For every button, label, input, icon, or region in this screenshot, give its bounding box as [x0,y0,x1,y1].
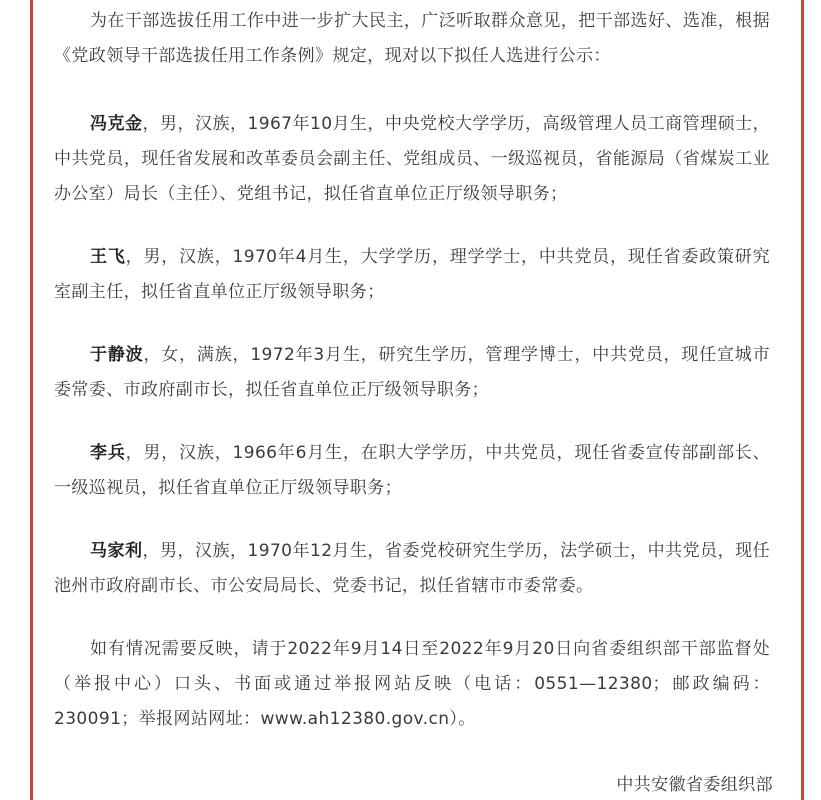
contact-paragraph: 如有情况需要反映，请于2022年9月14日至2022年9月20日向省委组织部干部监督处（举报中心）口头、书面或通过举报网站反映（电话：0551—12380；邮政编码：230091；举报网站网址：www.ah12380.gov.cn）。 [54,639,770,729]
candidate-name: 王飞 [90,247,126,267]
candidate-paragraph [54,240,770,310]
intro-paragraph: 为在干部选拔任用工作中进一步扩大民主，广泛听取群众意见，把干部选好、选准，根据《党政领导干部选拔任用工作条例》规定，现对以下拟任人选进行公示： [54,11,770,66]
issuer-signature: 中共安徽省委组织部 [616,775,773,795]
candidate-name: 于静波 [90,345,144,365]
candidate-details: ，女，满族，1972年3月生，研究生学历，管理学博士，中共党员，现任宣城市委常委、市政府副市长，拟任省直单位正厅级领导职务； [54,345,770,400]
candidate-paragraph [54,534,770,604]
candidate-details: ，男，汉族，1970年12月生，省委党校研究生学历，法学硕士，中共党员，现任池州市政府副市长、市公安局局长、党委书记，拟任省辖市市委常委。 [54,541,770,596]
candidate-details: ，男，汉族，1966年6月生，在职大学学历，中共党员，现任省委宣传部副部长、一级巡视员，拟任省直单位正厅级领导职务； [54,443,770,498]
candidate-paragraph [54,436,770,506]
candidate-name: 马家利 [90,541,143,561]
candidate-paragraph [54,338,770,408]
candidate-details: ，男，汉族，1970年4月生，大学学历，理学学士，中共党员，现任省委政策研究室副主任，拟任省直单位正厅级领导职务； [54,247,770,302]
candidate-name: 冯克金 [90,114,143,134]
candidate-name: 李兵 [90,443,126,463]
candidate-paragraph [54,107,770,212]
candidate-details: ，男，汉族，1967年10月生，中央党校大学学历，高级管理人员工商管理硕士，中共党员，现任省发展和改革委员会副主任、党组成员、一级巡视员，省能源局（省煤炭工业办公室）局长（主任）、党组书记，拟任省直单位正厅级领导职务； [54,114,770,204]
